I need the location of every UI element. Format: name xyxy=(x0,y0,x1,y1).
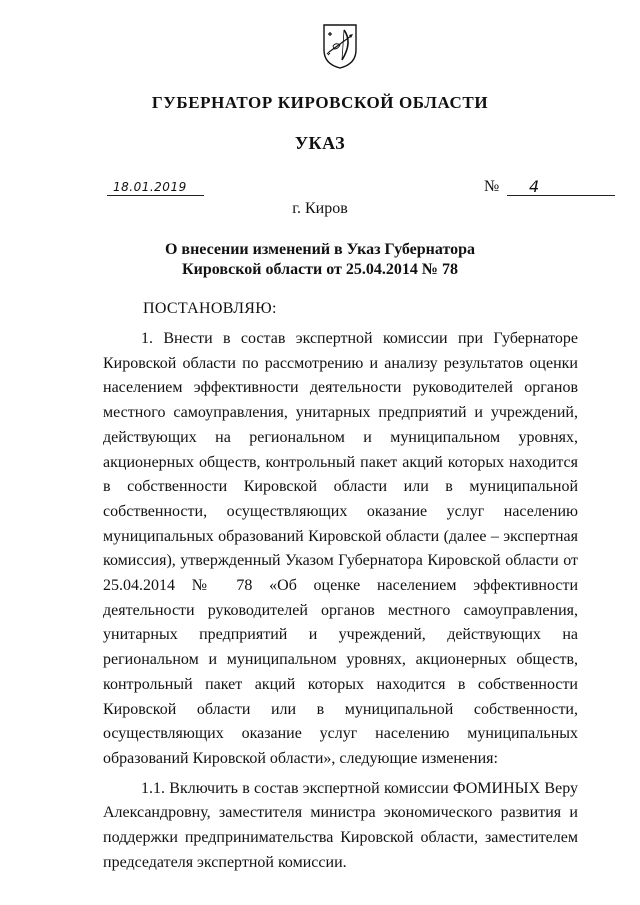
document-subject xyxy=(0,240,640,280)
number-label: № xyxy=(484,178,500,195)
document-type: УКАЗ xyxy=(294,133,346,153)
document-number: 4 xyxy=(507,178,615,196)
coat-of-arms-icon xyxy=(320,22,360,70)
issuer-title: ГУБЕРНАТОР КИРОВСКОЙ ОБЛАСТИ xyxy=(151,93,489,112)
paragraph-1: 1. Внести в состав экспертной комиссии при Губернаторе Кировской области по рассмотрению и анализу результатов оценки населением эффективности деятельности руководителей органов местного самоуправления, унитарных предприятий и учреждений, действующих на региональном и муниципальном уровнях, акционерных обществ, контрольный пакет акций которых находится в собственности Кировской области или в муниципальной собственности, осуществляющих оказание услуг населению муниципальных образований Кировской области (далее – экспертная комиссия), утвержденный Указом Губернатора Кировской области от 25.04.2014 № 78 «Об оценке населением эффективности деятельности руководителей органов местного самоуправления, унитарных предприятий и учреждений, действующих на региональном и муниципальном уровнях, акционерных обществ, контрольный пакет акций которых находится в собственности Кировской области или в муниципальной собственности, осуществляющих оказание услуг населению муниципальных образований Кировской области», следующие изменения: xyxy=(103,330,578,767)
city-label: г. Киров xyxy=(292,200,348,217)
document-date: 18.01.2019 xyxy=(107,178,204,196)
subject-line: О внесении изменений в Указ Губернатора xyxy=(164,241,476,258)
document-body xyxy=(103,327,578,875)
subject-line: Кировской области от 25.04.2014 № 78 xyxy=(182,261,458,278)
coat-of-arms-emblem xyxy=(320,22,360,70)
decree-word: ПОСТАНОВЛЯЮ: xyxy=(143,300,277,317)
paragraph-1-1: 1.1. Включить в состав экспертной комиссии ФОМИНЫХ Веру Александровну, заместителя министра экономического развития и поддержки предпринимательства Кировской области, заместителем председателя экспертной комиссии. xyxy=(103,779,578,871)
